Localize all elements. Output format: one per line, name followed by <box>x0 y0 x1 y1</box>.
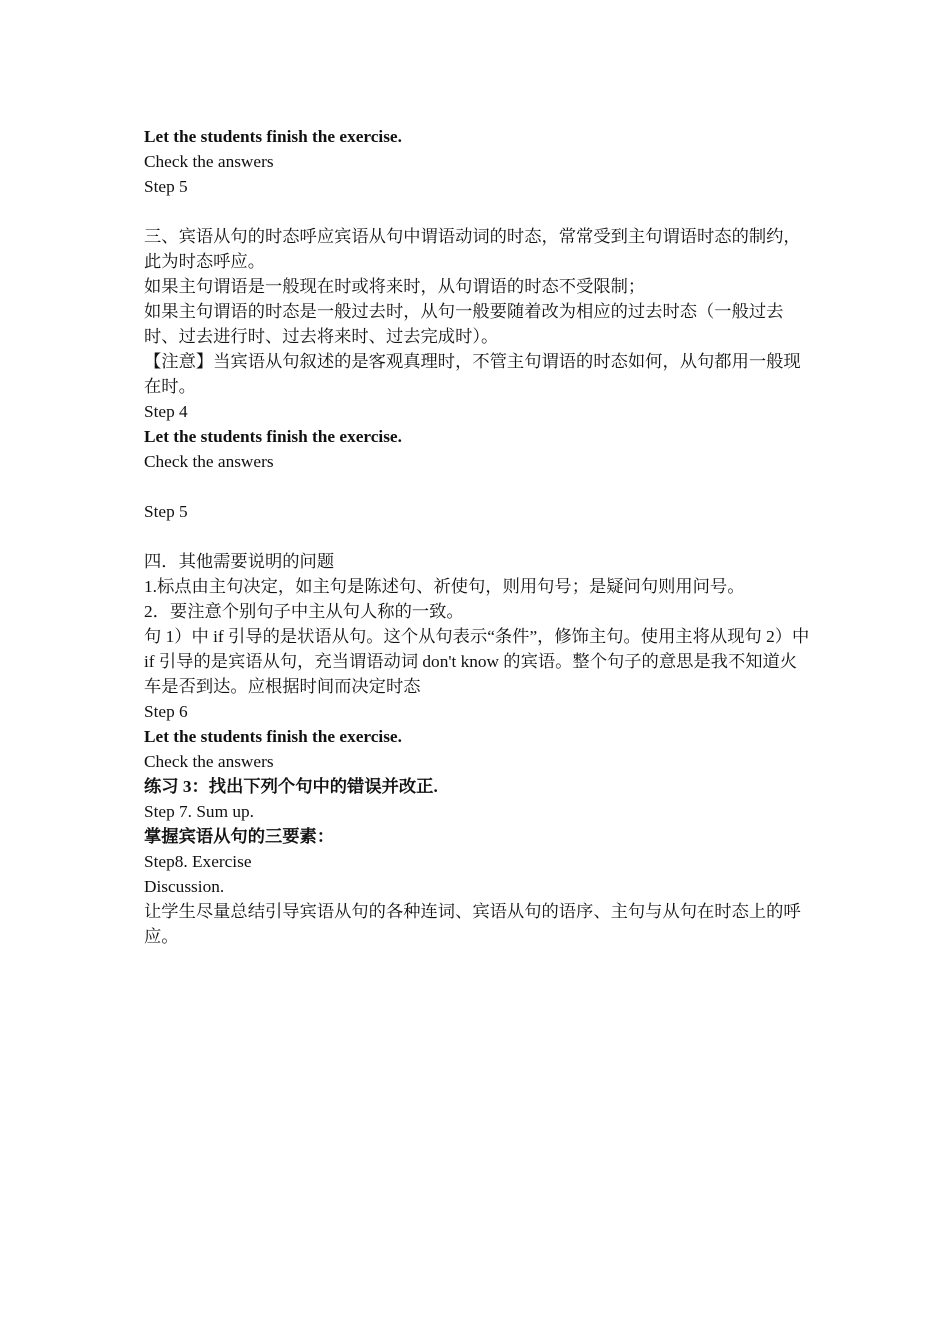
blank-line <box>144 199 812 224</box>
section-3-paragraph: 三、宾语从句的时态呼应宾语从句中谓语动词的时态，常常受到主句谓语时态的制约，此为时态呼应。 <box>144 227 801 271</box>
instruction-line: Let the students finish the exercise. <box>144 427 402 446</box>
check-line: Check the answers <box>144 452 274 471</box>
step-heading: Step 5 <box>144 177 188 196</box>
note-paragraph: 【注意】当宾语从句叙述的是客观真理时，不管主句谓语的时态如何，从句都用一般现在时。 <box>144 352 801 396</box>
check-line: Check the answers <box>144 752 274 771</box>
blank-line <box>144 474 812 499</box>
step-heading: Step 6 <box>144 702 188 721</box>
if-clause-paragraph: 句 1）中 if 引导的是状语从句。这个从句表示“条件”，修饰主句。使用主将从现句 2）中 if 引导的是宾语从句，充当谓语动词 don't know 的宾语。整个句子的意思是我不知道火车是否到达。应根据时间而决定时态 <box>144 627 810 696</box>
person-agreement-paragraph: 2．要注意个别句子中主从句人称的一致。 <box>144 602 464 621</box>
step-heading: Step 5 <box>144 502 188 521</box>
summary-paragraph: 让学生尽量总结引导宾语从句的各种连词、宾语从句的语序、主句与从句在时态上的呼应。 <box>144 902 801 946</box>
three-elements-heading: 掌握宾语从句的三要素： <box>144 827 335 846</box>
section-4-heading: 四．其他需要说明的问题 <box>144 552 335 571</box>
step-heading: Step 4 <box>144 402 188 421</box>
punctuation-rule-paragraph: 1.标点由主句决定，如主句是陈述句、祈使句，则用句号；是疑问句则用问号。 <box>144 577 745 596</box>
instruction-line: Let the students finish the exercise. <box>144 727 402 746</box>
rule-past-paragraph: 如果主句谓语的时态是一般过去时，从句一般要随着改为相应的过去时态（一般过去时、过去进行时、过去将来时、过去完成时）。 <box>144 302 784 346</box>
check-line: Check the answers <box>144 152 274 171</box>
document-body <box>144 124 812 949</box>
step-heading: Step8. Exercise <box>144 852 252 871</box>
instruction-line: Let the students finish the exercise. <box>144 127 402 146</box>
blank-line <box>144 524 812 549</box>
exercise-3-heading: 练习 3：找出下列个句中的错误并改正. <box>144 777 438 796</box>
step-heading: Step 7. Sum up. <box>144 802 254 821</box>
rule-present-paragraph: 如果主句谓语是一般现在时或将来时，从句谓语的时态不受限制； <box>144 277 646 296</box>
discussion-line: Discussion. <box>144 877 225 896</box>
